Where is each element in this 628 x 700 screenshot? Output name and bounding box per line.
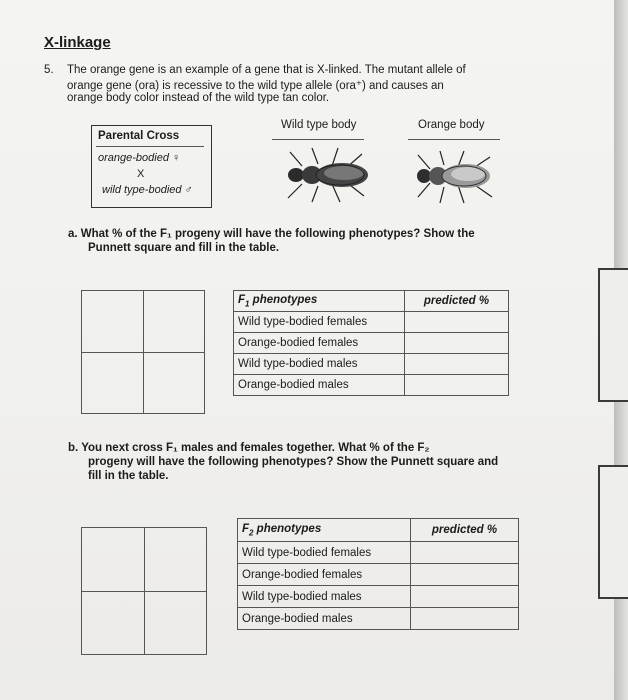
table-row bbox=[238, 564, 519, 586]
table-row bbox=[234, 354, 509, 375]
header-phenotypes: $F_1$ phenotypes bbox=[234, 291, 405, 312]
orange-label-underline bbox=[408, 139, 500, 140]
phenotype-cell: Orange-bodied females bbox=[234, 333, 405, 354]
table-header-row bbox=[238, 519, 519, 542]
table-row bbox=[234, 333, 509, 354]
phenotype-cell: Wild type-bodied females bbox=[238, 542, 411, 564]
wild-type-fly-icon bbox=[282, 144, 382, 206]
cross-female: orange-bodied ♀ bbox=[98, 152, 181, 164]
predicted-input-cell[interactable] bbox=[411, 542, 519, 564]
table-row bbox=[238, 608, 519, 630]
parental-cross-divider bbox=[96, 146, 204, 147]
orange-body-fly-icon bbox=[412, 147, 500, 205]
question-line-2: orange gene (ora) is recessive to the wild type allele (ora⁺) and causes an bbox=[67, 80, 444, 92]
phenotype-cell: Wild type-bodied females bbox=[234, 312, 405, 333]
part-a-question-line-1: a. What % of the F₁ progeny will have the following phenotypes? Show the bbox=[68, 228, 475, 240]
orange-label: Orange body bbox=[418, 119, 485, 131]
phenotype-cell: Wild type-bodied males bbox=[238, 586, 411, 608]
header-phenotypes: $F_2$ phenotypes bbox=[238, 519, 411, 542]
header-predicted: predicted % bbox=[405, 291, 509, 312]
part-a-question-line-2: Punnett square and fill in the table. bbox=[88, 242, 280, 254]
wild-label-underline bbox=[272, 139, 364, 140]
predicted-input-cell[interactable] bbox=[411, 564, 519, 586]
predicted-input-cell[interactable] bbox=[411, 608, 519, 630]
phenotype-table-b bbox=[237, 518, 519, 630]
wild-type-label: Wild type body bbox=[281, 119, 357, 131]
parental-cross-title: Parental Cross bbox=[98, 130, 180, 142]
cross-male: wild type-bodied ♂ bbox=[102, 184, 193, 196]
question-line-3: orange body color instead of the wild type tan color. bbox=[67, 92, 330, 104]
predicted-input-cell[interactable] bbox=[405, 333, 509, 354]
part-b-question-line-1: b. You next cross F₁ males and females together. What % of the F₂ bbox=[68, 442, 430, 454]
page-title: X-linkage bbox=[44, 34, 111, 51]
predicted-input-cell[interactable] bbox=[411, 586, 519, 608]
question-number: 5. bbox=[44, 64, 54, 76]
punnett-square-b[interactable] bbox=[81, 527, 207, 655]
phenotype-cell: Orange-bodied males bbox=[238, 608, 411, 630]
table-row bbox=[238, 586, 519, 608]
cross-times: X bbox=[137, 168, 145, 180]
table-row bbox=[234, 312, 509, 333]
header-predicted: predicted % bbox=[411, 519, 519, 542]
table-row bbox=[238, 542, 519, 564]
phenotype-cell: Orange-bodied males bbox=[234, 375, 405, 396]
predicted-input-cell[interactable] bbox=[405, 312, 509, 333]
predicted-input-cell[interactable] bbox=[405, 375, 509, 396]
phenotype-table-a bbox=[233, 290, 509, 396]
binder-tab-1 bbox=[598, 268, 628, 402]
table-header-row bbox=[234, 291, 509, 312]
part-b-question-line-3: fill in the table. bbox=[88, 470, 169, 482]
part-b-question-line-2: progeny will have the following phenotypes? Show the Punnett square and bbox=[88, 456, 499, 468]
binder-tab-2 bbox=[598, 465, 628, 599]
punnett-square-a[interactable] bbox=[81, 290, 205, 414]
predicted-input-cell[interactable] bbox=[405, 354, 509, 375]
table-row bbox=[234, 375, 509, 396]
question-line-1: The orange gene is an example of a gene that is X-linked. The mutant allele of bbox=[67, 64, 466, 76]
phenotype-cell: Orange-bodied females bbox=[238, 564, 411, 586]
phenotype-cell: Wild type-bodied males bbox=[234, 354, 405, 375]
